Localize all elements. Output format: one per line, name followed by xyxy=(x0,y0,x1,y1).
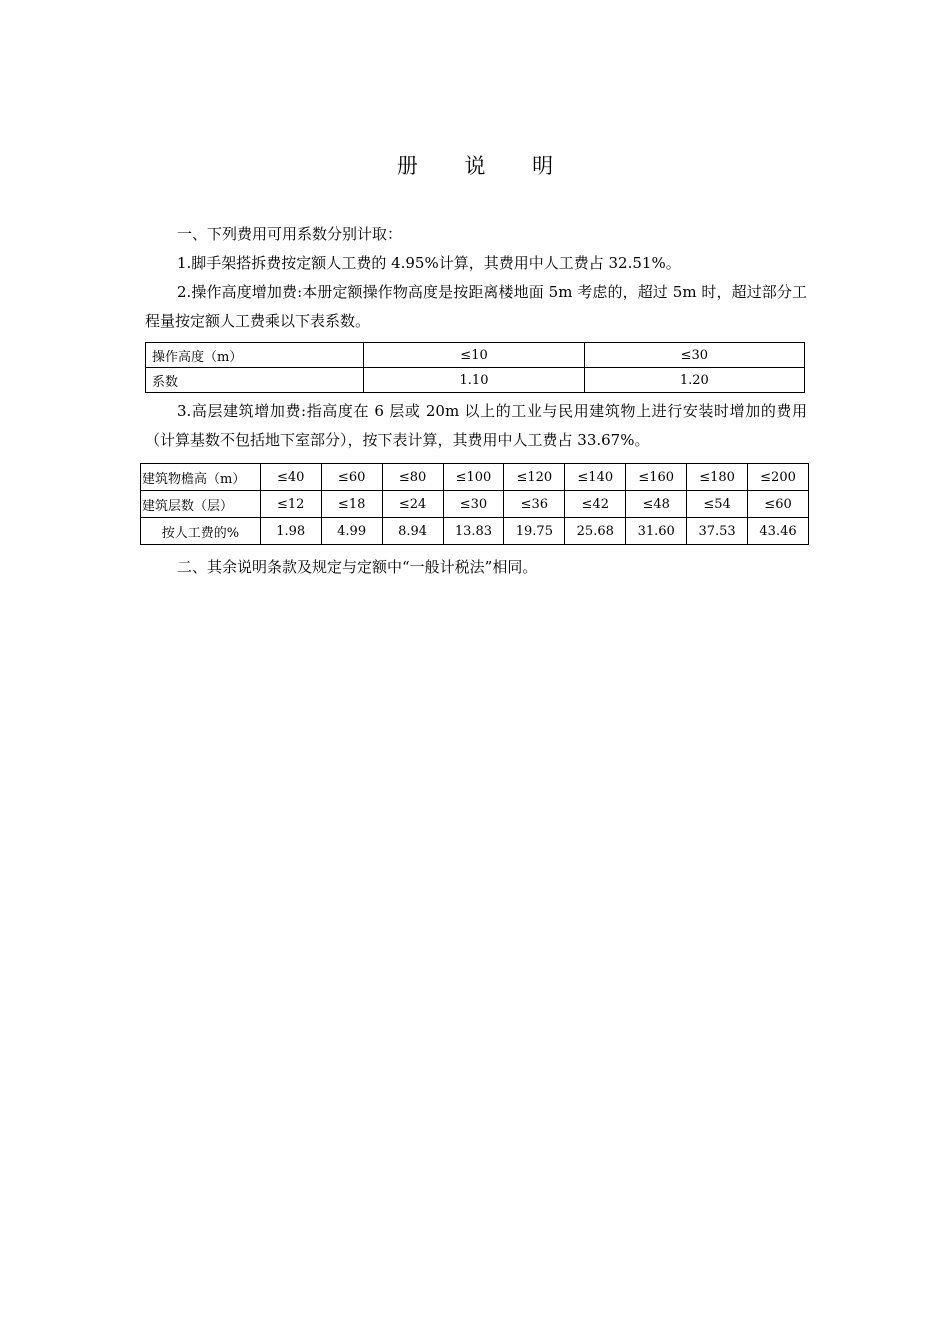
table-cell: 系数 xyxy=(146,368,364,393)
table-cell: ≤160 xyxy=(626,464,687,491)
operation-height-table xyxy=(145,342,805,393)
table-cell: 4.99 xyxy=(321,518,382,545)
paragraph-operation-height: 2.操作高度增加费:本册定额操作物高度是按距离楼地面 5m 考虑的，超过 5m 时，超过部分工程量按定额人工费乘以下表系数。 xyxy=(145,283,807,330)
table-cell: ≤200 xyxy=(748,464,809,491)
table-cell: 31.60 xyxy=(626,518,687,545)
table-cell: ≤30 xyxy=(584,343,804,368)
highrise-fee-table xyxy=(140,463,809,545)
table-cell: 37.53 xyxy=(687,518,748,545)
table-cell: ≤18 xyxy=(321,491,382,518)
table-cell: ≤48 xyxy=(626,491,687,518)
table-cell: 1.98 xyxy=(260,518,321,545)
table-cell: ≤36 xyxy=(504,491,565,518)
paragraph-other-terms: 二、其余说明条款及规定与定额中“一般计税法”相同。 xyxy=(177,558,538,576)
table-cell: ≤40 xyxy=(260,464,321,491)
table-cell: ≤30 xyxy=(443,491,504,518)
table-cell: ≤42 xyxy=(565,491,626,518)
table-cell: 建筑物檐高（m） xyxy=(141,464,261,491)
table-cell: ≤12 xyxy=(260,491,321,518)
page-title: 册 说 明 xyxy=(396,154,574,178)
table-cell: ≤60 xyxy=(321,464,382,491)
paragraph-intro: 一、下列费用可用系数分别计取： xyxy=(177,225,403,243)
table-row xyxy=(141,464,809,491)
table-cell: 8.94 xyxy=(382,518,443,545)
table-cell: ≤120 xyxy=(504,464,565,491)
table-cell: ≤180 xyxy=(687,464,748,491)
table-cell: ≤24 xyxy=(382,491,443,518)
table-cell: 1.20 xyxy=(584,368,804,393)
table-cell: 操作高度（m） xyxy=(146,343,364,368)
paragraph-scaffold-fee: 1.脚手架搭拆费按定额人工费的 4.95%计算，其费用中人工费占 32.51%。 xyxy=(177,254,681,272)
table-cell: ≤140 xyxy=(565,464,626,491)
table-cell: ≤80 xyxy=(382,464,443,491)
table-cell: 按人工费的% xyxy=(141,518,261,545)
table-cell: 1.10 xyxy=(364,368,584,393)
table-cell: 19.75 xyxy=(504,518,565,545)
table-row xyxy=(146,368,805,393)
table-cell: 13.83 xyxy=(443,518,504,545)
table-cell: 25.68 xyxy=(565,518,626,545)
table-cell: ≤54 xyxy=(687,491,748,518)
table-cell: ≤100 xyxy=(443,464,504,491)
table-cell: ≤10 xyxy=(364,343,584,368)
table-row xyxy=(146,343,805,368)
paragraph-highrise-fee: 3.高层建筑增加费:指高度在 6 层或 20m 以上的工业与民用建筑物上进行安装时增加的费用（计算基数不包括地下室部分），按下表计算，其费用中人工费占 33.67%。 xyxy=(145,402,807,449)
table-row xyxy=(141,518,809,545)
table-cell: ≤60 xyxy=(748,491,809,518)
table-cell: 43.46 xyxy=(748,518,809,545)
table-row xyxy=(141,491,809,518)
table-cell: 建筑层数（层） xyxy=(141,491,261,518)
